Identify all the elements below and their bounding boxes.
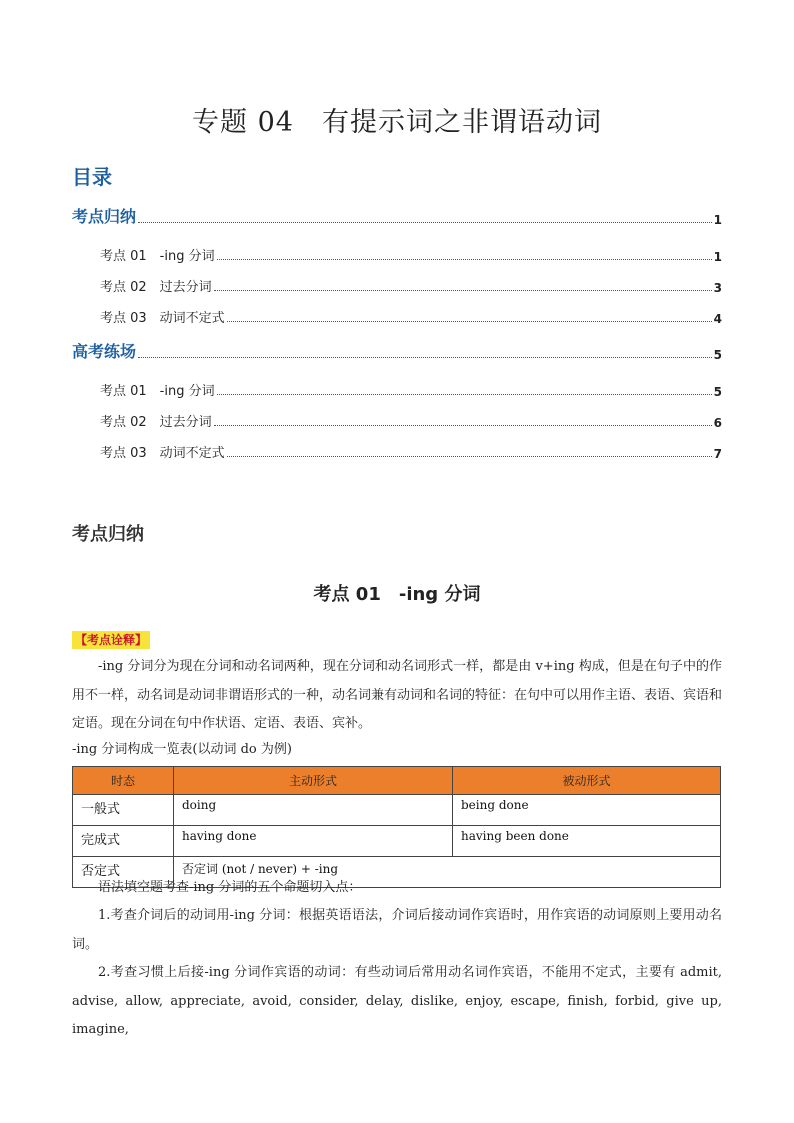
explanation-tag: 【考点诠释】 xyxy=(72,631,150,649)
toc-entry[interactable] xyxy=(100,410,722,430)
section-heading: 考点归纳 xyxy=(72,524,144,545)
toc-entry-label: 考点 03 动词不定式 xyxy=(100,446,225,461)
table-row xyxy=(73,795,721,826)
intro-paragraph: -ing 分词分为现在分词和动名词两种，现在分词和动名词形式一样，都是由 v+ing 构成，但是在句子中的作用不一样，动名词是动词非谓语形式的一种，动名词兼有动词和名词的特征：在句中可以用作主语、表语、宾语和定语。现在分词在句中作状语、定语、表语、宾补。 xyxy=(72,659,723,731)
toc-entry[interactable] xyxy=(100,306,722,326)
passive-form-cell: having been done xyxy=(453,826,721,857)
table-header-cell: 主动形式 xyxy=(174,767,453,795)
toc-leader-dots xyxy=(217,393,712,395)
tense-cell: 一般式 xyxy=(73,795,174,826)
grammar-intro: 语法填空题考查-ing 分词的五个命题切入点： xyxy=(98,880,362,895)
active-form-cell: doing xyxy=(174,795,453,826)
active-form-cell: having done xyxy=(174,826,453,857)
tense-cell: 否定式 xyxy=(73,857,174,888)
toc-entry-page: 7 xyxy=(713,447,722,461)
toc-entry-page: 1 xyxy=(713,213,722,227)
toc-entry[interactable] xyxy=(100,275,722,295)
table-header-cell: 时态 xyxy=(73,767,174,795)
toc-heading: 目录 xyxy=(72,165,112,189)
toc-entry-label: 考点 03 动词不定式 xyxy=(100,311,225,326)
passive-form-cell: being done xyxy=(453,795,721,826)
ing-forms-table xyxy=(72,766,721,888)
toc-leader-dots xyxy=(227,320,712,322)
table-header-row xyxy=(73,767,721,795)
toc-entry-page: 4 xyxy=(713,312,722,326)
tense-cell: 完成式 xyxy=(73,826,174,857)
toc-entry-page: 5 xyxy=(713,348,722,362)
toc-leader-dots xyxy=(217,258,712,260)
point-title: 考点 01 -ing 分词 xyxy=(313,584,481,605)
table-caption: -ing 分词构成一览表(以动词 do 为例) xyxy=(72,742,292,757)
toc-entry-label: 考点 01 -ing 分词 xyxy=(100,249,215,264)
toc-leader-dots xyxy=(214,424,712,426)
toc-leader-dots xyxy=(214,289,712,291)
point-1-paragraph: 1.考查介词后的动词用-ing 分词：根据英语语法，介词后接动词作宾语时，用作宾语的动词原则上要用动名词。 xyxy=(72,908,722,952)
toc-entry-page: 6 xyxy=(713,416,722,430)
toc-leader-dots xyxy=(138,356,712,358)
toc-entry-label: 考点 02 过去分词 xyxy=(100,415,212,430)
toc-entry[interactable] xyxy=(100,379,722,399)
toc-entry[interactable] xyxy=(72,342,722,362)
merged-form-cell: 否定词 (not / never) + -ing xyxy=(174,857,721,888)
toc-entry-label: 考点 02 过去分词 xyxy=(100,280,212,295)
toc-entry-page: 3 xyxy=(713,281,722,295)
point-2-paragraph: 2.考查习惯上后接-ing 分词作宾语的动词：有些动词后常用动名词作宾语，不能用不定式，主要有 admit, advise, allow, appreciate, avoid, consider, delay, dislike, enjoy, escape, finish, forbid, give up, imagine, xyxy=(72,965,722,1037)
toc-entry-label: 高考练场 xyxy=(72,342,137,361)
table-header-cell: 被动形式 xyxy=(453,767,721,795)
toc-entry-label: 考点归纳 xyxy=(72,207,137,226)
toc-leader-dots xyxy=(227,455,712,457)
toc-leader-dots xyxy=(138,221,712,223)
toc-entry[interactable] xyxy=(100,441,722,461)
toc-entry-page: 1 xyxy=(713,250,722,264)
toc-entry-label: 考点 01 -ing 分词 xyxy=(100,384,215,399)
document-title: 专题 04 有提示词之非谓语动词 xyxy=(192,107,602,138)
toc-entry[interactable] xyxy=(72,207,722,227)
table-row xyxy=(73,826,721,857)
toc-entry-page: 5 xyxy=(713,385,722,399)
toc-entry[interactable] xyxy=(100,244,722,264)
